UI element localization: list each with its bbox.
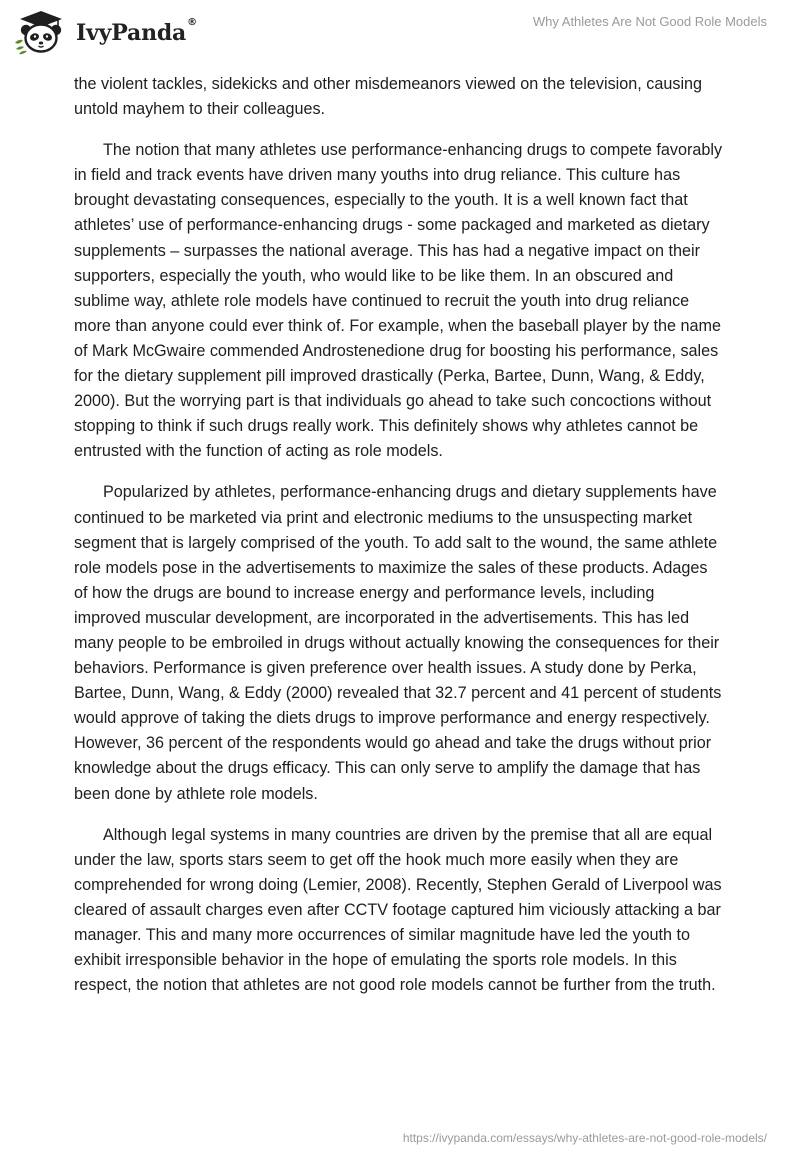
- panda-graduation-cap-icon: [14, 9, 68, 55]
- source-url[interactable]: https://ivypanda.com/essays/why-athletes-are-not-good-role-models/: [402, 1131, 767, 1145]
- document-title: Why Athletes Are Not Good Role Models: [532, 14, 767, 29]
- paragraph-legal-systems: Although legal systems in many countries are driven by the premise that all are equal under the law, sports stars seem to get off the hook much more easily when they are comprehended for wrong doing (Lemier, 2008). Recently, Stephen Gerald of Liverpool was cleared of assault charges even after CCTV footage captured him viciously attacking a bar manager. This and many more occurrences of similar magnitude have led the youth to exhibit irresponsible behavior in the hope of emulating the sports role models. In this respect, the notion that athletes are not good role models cannot be further from the truth.: [74, 825, 722, 995]
- page-header: [0, 0, 800, 62]
- registered-mark: ®: [187, 17, 197, 28]
- essay-body: [74, 72, 724, 1014]
- paragraph-continuation: the violent tackles, sidekicks and other misdemeanors viewed on the television, causing untold mayhem to their colleagues.: [74, 75, 703, 119]
- paragraph-drug-reliance: The notion that many athletes use performance-enhancing drugs to compete favorably in field and track events have driven many youths into drug reliance. This culture has brought devastating consequences, especially to the youth. It is a well known fact that athletes’ use of performance-enhancing drugs - some packaged and marketed as dietary supplements – surpasses the national average. This has had a negative impact on their supporters, especially the youth, who would like to be like them. In an obscured and sublime way, athlete role models have continued to recruit the youth into drug reliance more than anyone could ever think of. For example, when the baseball player by the name of Mark McGwaire commended Androstenedione drug for boosting his performance, sales for the dietary supplement pill improved drastically (Perka, Bartee, Dunn, Wang, & Eddy, 2000). But the worrying part is that individuals go ahead to take such concoctions without stopping to think if such drugs really work. This definitely shows why athletes cannot be entrusted with the function of acting as role models.: [74, 141, 723, 461]
- paragraph-drug-marketing: Popularized by athletes, performance-enhancing drugs and dietary supplements have continued to be marketed via print and electronic mediums to the unsuspecting market segment that is largely comprised of the youth. To add salt to the wound, the same athlete role models pose in the advertisements to maximize the sales of these products. Adages of how the drugs are bound to increase energy and performance levels, including improved muscular development, are incorporated in the advertisements. This has led many people to be embroiled in drugs without actually knowing the consequences for their behaviors. Performance is given preference over health issues. A study done by Perka, Bartee, Dunn, Wang, & Eddy (2000) revealed that 32.7 percent and 41 percent of students would approve of taking the diets drugs to improve performance and energy respectively. However, 36 percent of the respondents would go ahead and take the drugs without prior knowledge about the drugs efficacy. This can only serve to amplify the damage that has been done by athlete role models.: [74, 483, 722, 803]
- ivypanda-logo[interactable]: [14, 9, 197, 55]
- logo-wordmark: IvyPanda®: [76, 17, 197, 46]
